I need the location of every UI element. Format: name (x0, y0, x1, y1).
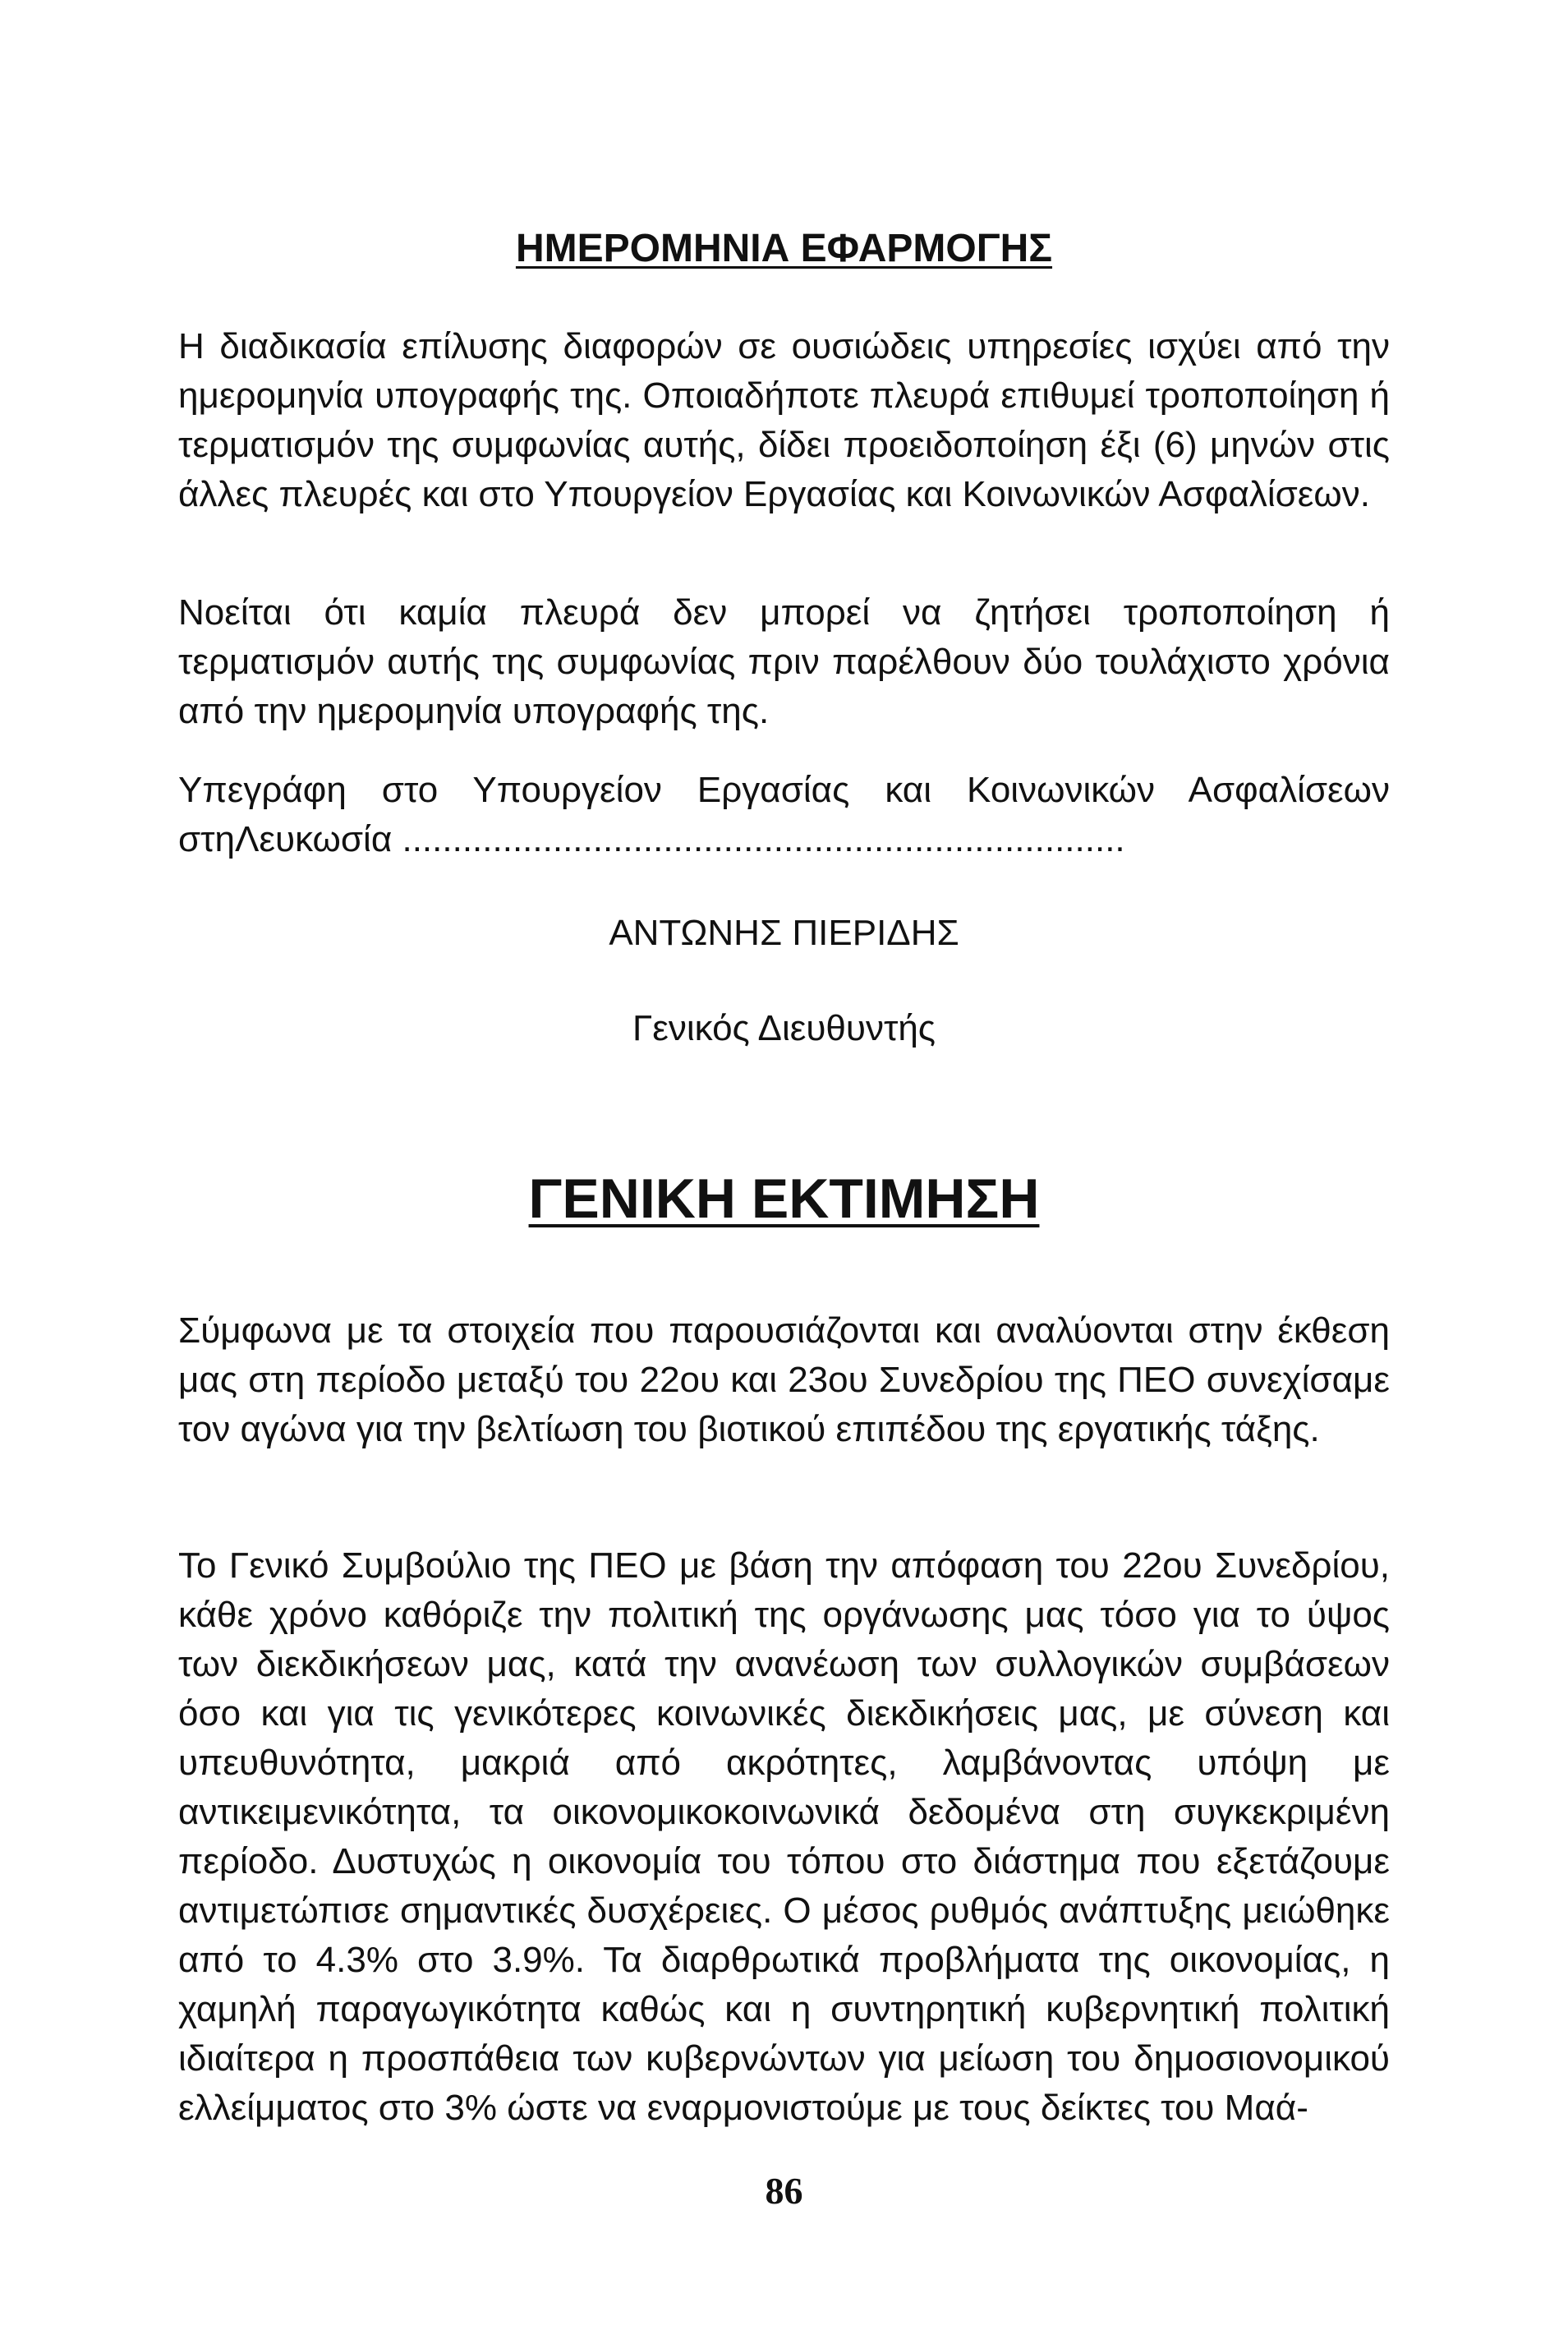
paragraph-general-council-policy: Το Γενικό Συμβούλιο της ΠΕΟ με βάση την απόφαση του 22ου Συνεδρίου, κάθε χρόνο καθόριζε την πολιτική της οργάνωσης μας τόσο για το ύψος των διεκδικήσεων μας, κατά την ανανέωση των συλλογικών συμβάσεων όσο και για τις γενικότερες κοινωνικές διεκδικήσεις μας, με σύνεση και υπευθυνότητα, μακριά από ακρότητες, λαμβάνοντας υπόψη με αντικειμενικότητα, τα οικονομικοκοινωνικά δεδομένα στη συγκεκριμένη περίοδο. Δυστυχώς η οικονομία του τόπου στο διάστημα που εξετάζουμε αντιμετώπισε σημαντικές δυσχέρειες. Ο μέσος ρυθμός ανάπτυξης μειώθηκε από το 4.3% στο 3.9%. Τα διαρθρωτικά προβλήματα της οικονομίας, η χαμηλή παραγωγικότητα καθώς και η συντηρητική κυβερνητική πολιτική ιδιαίτερα η προσπάθεια των κυβερνώντων για μείωση του δημοσιονομικού ελλείμματος στο 3% ώστε να εναρμονιστούμε με τους δείκτες του Μαά- (178, 1545, 1390, 2128)
page-number: 86 (765, 2170, 803, 2212)
signatory-title: Γενικός Διευθυντής (632, 1008, 936, 1048)
text-column (178, 0, 1390, 2330)
signatory-name: ΑΝΤΩΝΗΣ ΠΙΕΡΙΔΗΣ (609, 913, 959, 953)
paragraph-signing-location: Υπεγράφη στο Υπουργείον Εργασίας και Κοινωνικών Ασφαλίσεων στηΛευκωσία ........................................................................ (178, 770, 1390, 859)
section-heading-general-assessment: ΓΕΝΙΚΗ ΕΚΤΙΜΗΣΗ (528, 1167, 1040, 1230)
paragraph-procedure-validity: Η διαδικασία επίλυσης διαφορών σε ουσιώδεις υπηρεσίες ισχύει από την ημερομηνία υπογραφής της. Οποιαδήποτε πλευρά επιθυμεί τροποποίηση ή τερματισμόν της συμφωνίας αυτής, δίδει προειδοποίηση έξι (6) μηνών στις άλλες πλευρές και στο Υπουργείον Εργασίας και Κοινωνικών Ασφαλίσεων. (178, 326, 1390, 514)
paragraph-amendment-restriction: Νοείται ότι καμία πλευρά δεν μπορεί να ζητήσει τροποποίηση ή τερματισμόν αυτής της συμφωνίας πριν παρέλθουν δύο τουλάχιστο χρόνια από την ημερομηνία υπογραφής της. (178, 592, 1390, 731)
section-heading-effective-date: ΗΜΕΡΟΜΗΝΙΑ ΕΦΑΡΜΟΓΗΣ (515, 227, 1053, 270)
paragraph-struggle-summary: Σύμφωνα με τα στοιχεία που παρουσιάζονται και αναλύονται στην έκθεση μας στη περίοδο μεταξύ του 22ου και 23ου Συνεδρίου της ΠΕΟ συνεχίσαμε τον αγώνα για την βελτίωση του βιοτικού επιπέδου της εργατικής τάξης. (178, 1310, 1390, 1449)
